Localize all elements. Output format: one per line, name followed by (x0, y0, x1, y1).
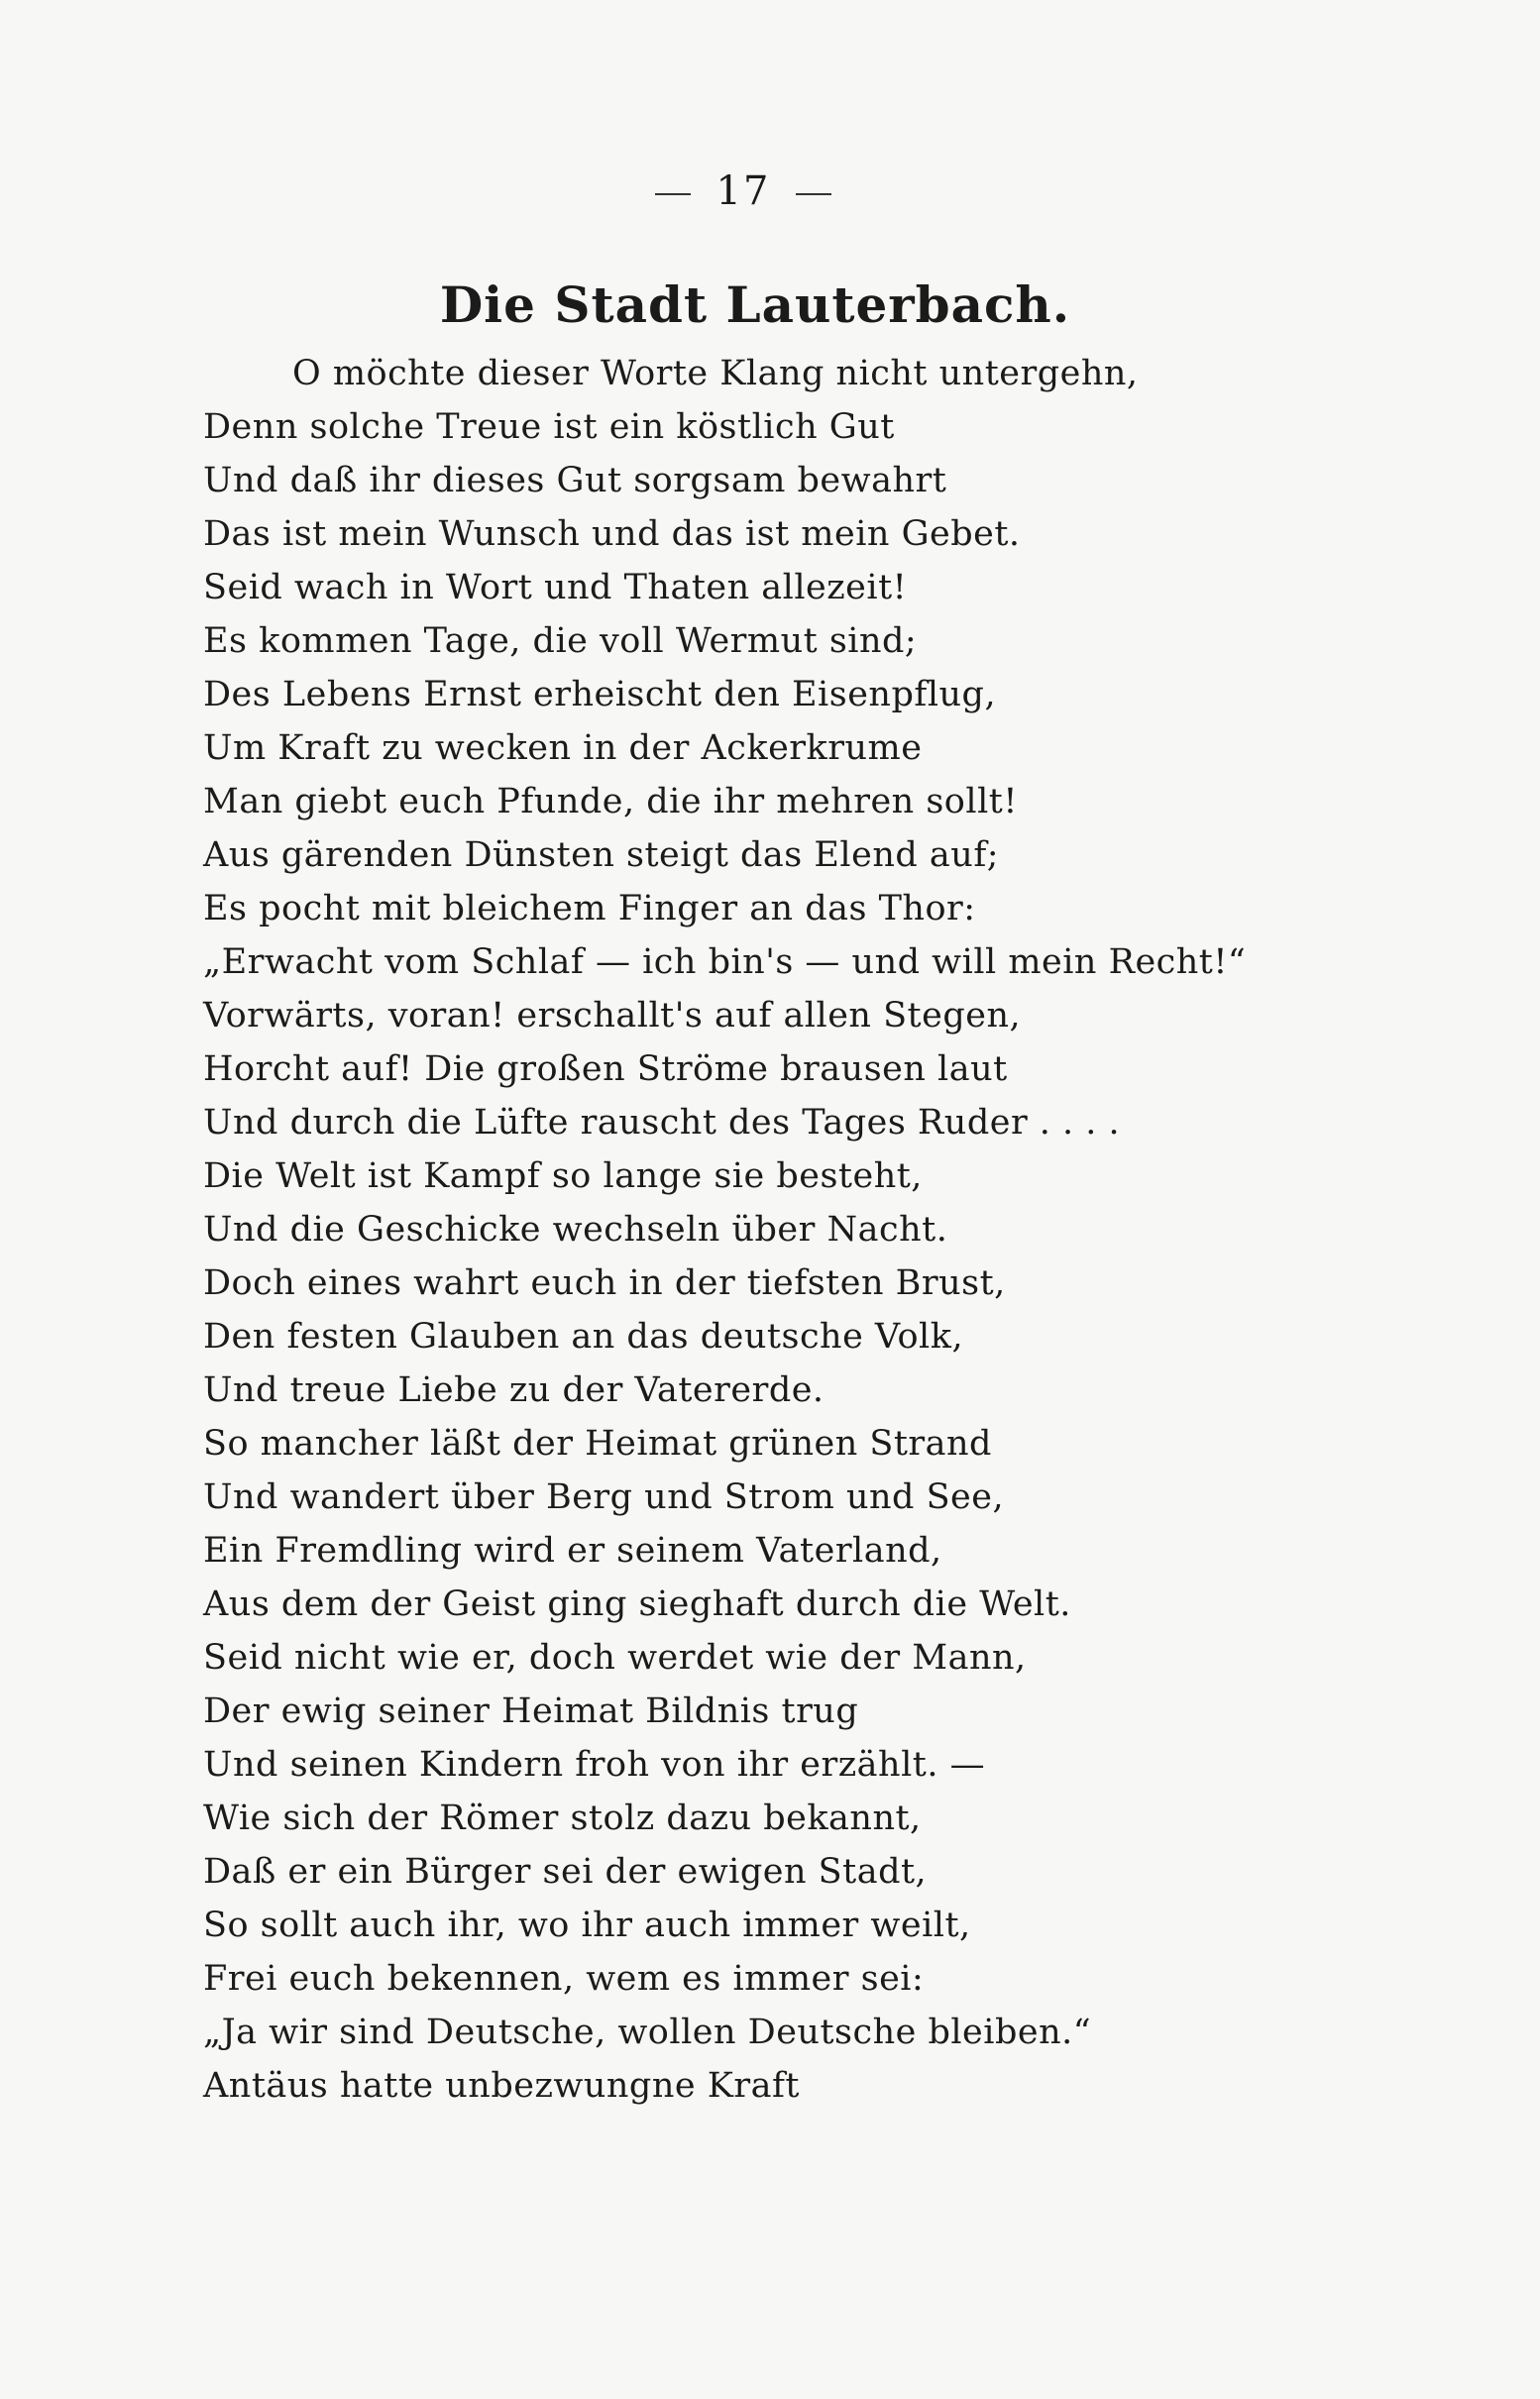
right-dash (796, 193, 831, 195)
poem-line: Und wandert über Berg und Strom und See, (203, 1477, 1005, 1517)
poem-line: Seid wach in Wort und Thaten allezeit! (203, 568, 908, 607)
poem-line: Vorwärts, voran! erschallt's auf allen Stegen, (203, 996, 1022, 1036)
poem-line: Und die Geschicke wechseln über Nacht. (203, 1210, 948, 1250)
poem-line: Und daß ihr dieses Gut sorgsam bewahrt (203, 461, 947, 500)
poem-line: „Ja wir sind Deutsche, wollen Deutsche bleiben.“ (203, 2013, 1092, 2052)
poem-line: Frei euch bekennen, wem es immer sei: (203, 1959, 925, 1999)
poem-line: O möchte dieser Worte Klang nicht untergehn, (292, 354, 1139, 393)
poem-line: Der ewig seiner Heimat Bildnis trug (203, 1691, 859, 1731)
left-dash (655, 193, 691, 195)
page-number-header (0, 168, 1486, 214)
poem-line: Aus gärenden Dünsten steigt das Elend auf; (203, 835, 1000, 875)
poem-line: Den festen Glauben an das deutsche Volk, (203, 1317, 964, 1357)
poem-line: Und durch die Lüfte rauscht des Tages Ruder . . . . (203, 1103, 1121, 1143)
poem-title: Die Stadt Lauterbach. (439, 275, 1071, 334)
poem-line: Wie sich der Römer stolz dazu bekannt, (203, 1799, 922, 1838)
poem-line: Und seinen Kindern froh von ihr erzählt. — (203, 1745, 986, 1785)
poem-line: Daß er ein Bürger sei der ewigen Stadt, (203, 1852, 928, 1892)
poem-line: Und treue Liebe zu der Vatererde. (203, 1370, 825, 1410)
poem-text (203, 347, 1422, 2113)
poem-line: Denn solche Treue ist ein köstlich Gut (203, 407, 895, 447)
poem-line: Es kommen Tage, die voll Wermut sind; (203, 621, 918, 661)
poem-line: Horcht auf! Die großen Ströme brausen laut (203, 1049, 1008, 1089)
page-number: 17 (715, 168, 771, 214)
poem-line: Doch eines wahrt euch in der tiefsten Brust, (203, 1263, 1006, 1303)
poem-line: Es pocht mit bleichem Finger an das Thor: (203, 889, 976, 928)
poem-line: Seid nicht wie er, doch werdet wie der Mann, (203, 1638, 1027, 1678)
poem-line: Des Lebens Ernst erheischt den Eisenpflug, (203, 675, 997, 714)
poem-line: Antäus hatte unbezwungne Kraft (203, 2066, 800, 2106)
poem-line: Um Kraft zu wecken in der Ackerkrume (203, 728, 923, 768)
poem-line: Die Welt ist Kampf so lange sie besteht, (203, 1156, 923, 1196)
poem-line: So sollt auch ihr, wo ihr auch immer weilt, (203, 1906, 971, 1945)
poem-line: So mancher läßt der Heimat grünen Strand (203, 1424, 992, 1464)
poem-line: „Erwacht vom Schlaf — ich bin's — und will mein Recht!“ (203, 942, 1247, 982)
poem-line: Das ist mein Wunsch und das ist mein Gebet. (203, 514, 1021, 554)
poem-line: Man giebt euch Pfunde, die ihr mehren sollt! (203, 782, 1018, 821)
poem-line: Aus dem der Geist ging sieghaft durch die Welt. (203, 1584, 1071, 1624)
poem-line: Ein Fremdling wird er seinem Vaterland, (203, 1531, 942, 1571)
